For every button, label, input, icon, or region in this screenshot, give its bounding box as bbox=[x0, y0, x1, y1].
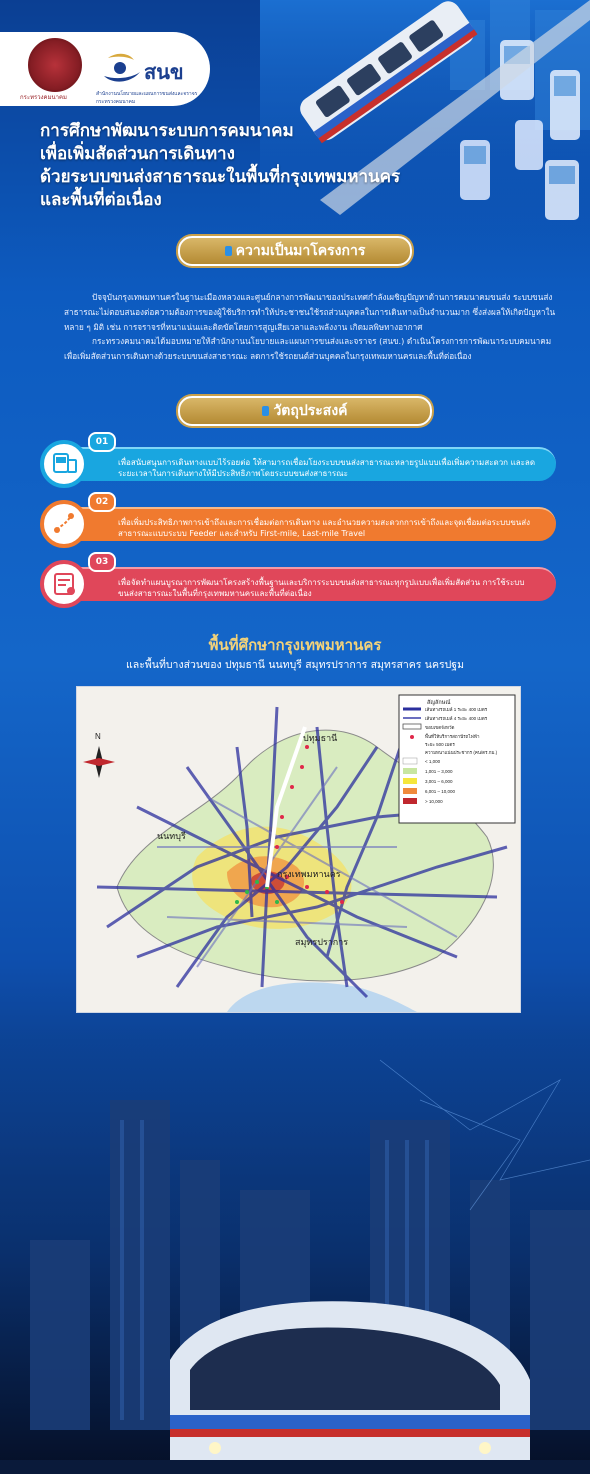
objective-number-3: 03 bbox=[88, 552, 116, 572]
background-paragraph-1 bbox=[64, 290, 564, 335]
title-line: และพื้นที่ต่อเนื่อง bbox=[40, 190, 162, 210]
agency-full-name: สำนักงานนโยบายและแผนการขนส่งและจราจร กระทรวงคมนาคม bbox=[96, 91, 198, 105]
objective-icon-circle-3 bbox=[40, 560, 88, 608]
legend-item: > 10,000 bbox=[425, 799, 443, 804]
objective-card-1 bbox=[70, 447, 556, 481]
study-area-map bbox=[76, 686, 521, 1013]
objective-text-1: เพื่อสนับสนุนการเดินทางแบบไร้รอยต่อ ให้สามารถเชื่อมโยงระบบขนส่งสาธารณะหลายรูปแบบเพื่อเพิ่มความสะดวก และลดระยะเวลาในการเดินทางให้มีประสิทธิภาพโดยระบบขนส่งสาธารณะ bbox=[118, 458, 536, 478]
objective-text-3: เพื่อจัดทำแผนบูรณาการพัฒนาโครงสร้างพื้นฐานและบริการระบบขนส่งสาธารณะทุกรูปแบบเพื่อเพิ่มสัดส่วน การใช้ระบบขนส่งสาธารณะในพื้นที่กรุงเทพมหานครและพื้นที่ต่อเนื่อง bbox=[118, 578, 525, 598]
objectives-heading bbox=[178, 396, 432, 426]
objective-text-2: เพื่อเพิ่มประสิทธิภาพการเข้าถึงและการเชื่อมต่อการเดินทาง และอำนวยความสะดวกการเข้าถึงและจุดเชื่อมต่อระบบขนส่งสาธารณะแบบระบบ Feeder และสำหรับ First-mile, Last-mile Travel bbox=[118, 518, 531, 538]
legend-item: ขอบเขตจังหวัด bbox=[425, 725, 455, 730]
legend-item: เส้นทางรถเมล์ 1 ระยะ 400 เมตร bbox=[425, 707, 488, 712]
legend-item: ระยะ 500 เมตร bbox=[425, 742, 455, 747]
background-heading-label: ความเป็นมาโครงการ bbox=[235, 243, 366, 259]
objective-card-3 bbox=[70, 567, 556, 601]
legend-item: 6,001 – 10,000 bbox=[425, 789, 456, 794]
ministry-caption: กระทรวงคมนาคม bbox=[20, 94, 67, 101]
ministry-seal-icon bbox=[28, 38, 82, 92]
map-canvas bbox=[77, 687, 520, 1012]
legend-item: < 1,000 bbox=[425, 759, 441, 764]
title-line: เพื่อเพิ่มสัดส่วนการเดินทาง bbox=[40, 144, 235, 164]
bullet-icon bbox=[262, 406, 269, 416]
objectives-heading-label: วัตถุประสงค์ bbox=[273, 403, 348, 419]
objective-icon-circle-2 bbox=[40, 500, 88, 548]
legend-item: 3,001 – 6,000 bbox=[425, 779, 453, 784]
objective-number-1: 01 bbox=[88, 432, 116, 452]
legend-item: 1,001 – 3,000 bbox=[425, 769, 453, 774]
legend-item: เส้นทางรถเมล์ 4 ระยะ 400 เมตร bbox=[425, 716, 488, 721]
objective-icon-circle-1 bbox=[40, 440, 88, 488]
map-label-pathum: ปทุมธานี bbox=[303, 733, 338, 743]
background-paragraph-2 bbox=[64, 334, 564, 364]
otp-logo-icon bbox=[98, 48, 144, 86]
map-label-nonthaburi: นนทบุรี bbox=[157, 831, 186, 841]
plan-icon bbox=[44, 564, 84, 604]
title-line: ด้วยระบบขนส่งสาธารณะในพื้นที่กรุงเทพมหานคร bbox=[40, 167, 401, 187]
bus-icon bbox=[44, 444, 84, 484]
study-area-title: พื้นที่ศึกษากรุงเทพมหานคร bbox=[208, 636, 382, 654]
north-arrow-icon bbox=[83, 746, 115, 778]
map-label-samut-prakan: สมุทรปราการ bbox=[295, 937, 349, 947]
map-legend bbox=[399, 695, 515, 823]
background-heading bbox=[178, 236, 412, 266]
legend-title: สัญลักษณ์ bbox=[427, 700, 451, 706]
legend-item: พื้นที่ให้บริการสถานีรถไฟฟ้า bbox=[425, 734, 480, 739]
title-line: การศึกษาพัฒนาระบบการคมนาคม bbox=[40, 121, 294, 141]
background-paragraph-2-text: กระทรวงคมนาคมได้มอบหมายให้สำนักงานนโยบายและแผนการขนส่งและจราจร (สนข.) ดำเนินโครงการการพัฒนาระบบคมนาคม เพื่อเพิ่มสัดส่วนการเดินทางด้วยระบบขนส่งสาธารณะ ลดการใช้รถยนต์ส่วนบุคคลในกรุงเทพมหานครและพื้นที่ต่อเนื่อง bbox=[64, 336, 552, 361]
page-title bbox=[40, 120, 440, 212]
agency-short-name: สนข bbox=[144, 60, 184, 84]
background-paragraph-1-text: ปัจจุบันกรุงเทพมหานครในฐานะเมืองหลวงและศูนย์กลางการพัฒนาของประเทศกำลังเผชิญปัญหาด้านการคมนาคมขนส่ง ระบบขนส่งสาธารณะไม่ตอบสนองต่อความต้องการของผู้ใช้บริการทำให้ประชาชนใช้รถส่วนบุคคลในการเดินทางเป็นจำนวนมาก ซึ่งส่งผลให้เกิดปัญหาในหลาย ๆ มิติ เช่น การจราจรที่หนาแน่นและติดขัดโดยการสูญเสียเวลาและพลังงาน เกิดมลพิษทางอากาศ bbox=[64, 292, 556, 332]
bullet-icon bbox=[225, 246, 232, 256]
city-train-illustration bbox=[0, 1040, 590, 1474]
north-label: N bbox=[95, 732, 101, 741]
study-area-subtitle: และพื้นที่บางส่วนของ ปทุมธานี นนทบุรี สมุทรปราการ สมุทรสาคร นครปฐม bbox=[126, 659, 464, 671]
objective-card-2 bbox=[70, 507, 556, 541]
legend-item: ความหนาแน่นประชากร (คน/ตร.กม.) bbox=[425, 750, 498, 755]
objective-number-2: 02 bbox=[88, 492, 116, 512]
map-label-bangkok: กรุงเทพมหานคร bbox=[277, 869, 341, 879]
route-icon bbox=[44, 504, 84, 544]
